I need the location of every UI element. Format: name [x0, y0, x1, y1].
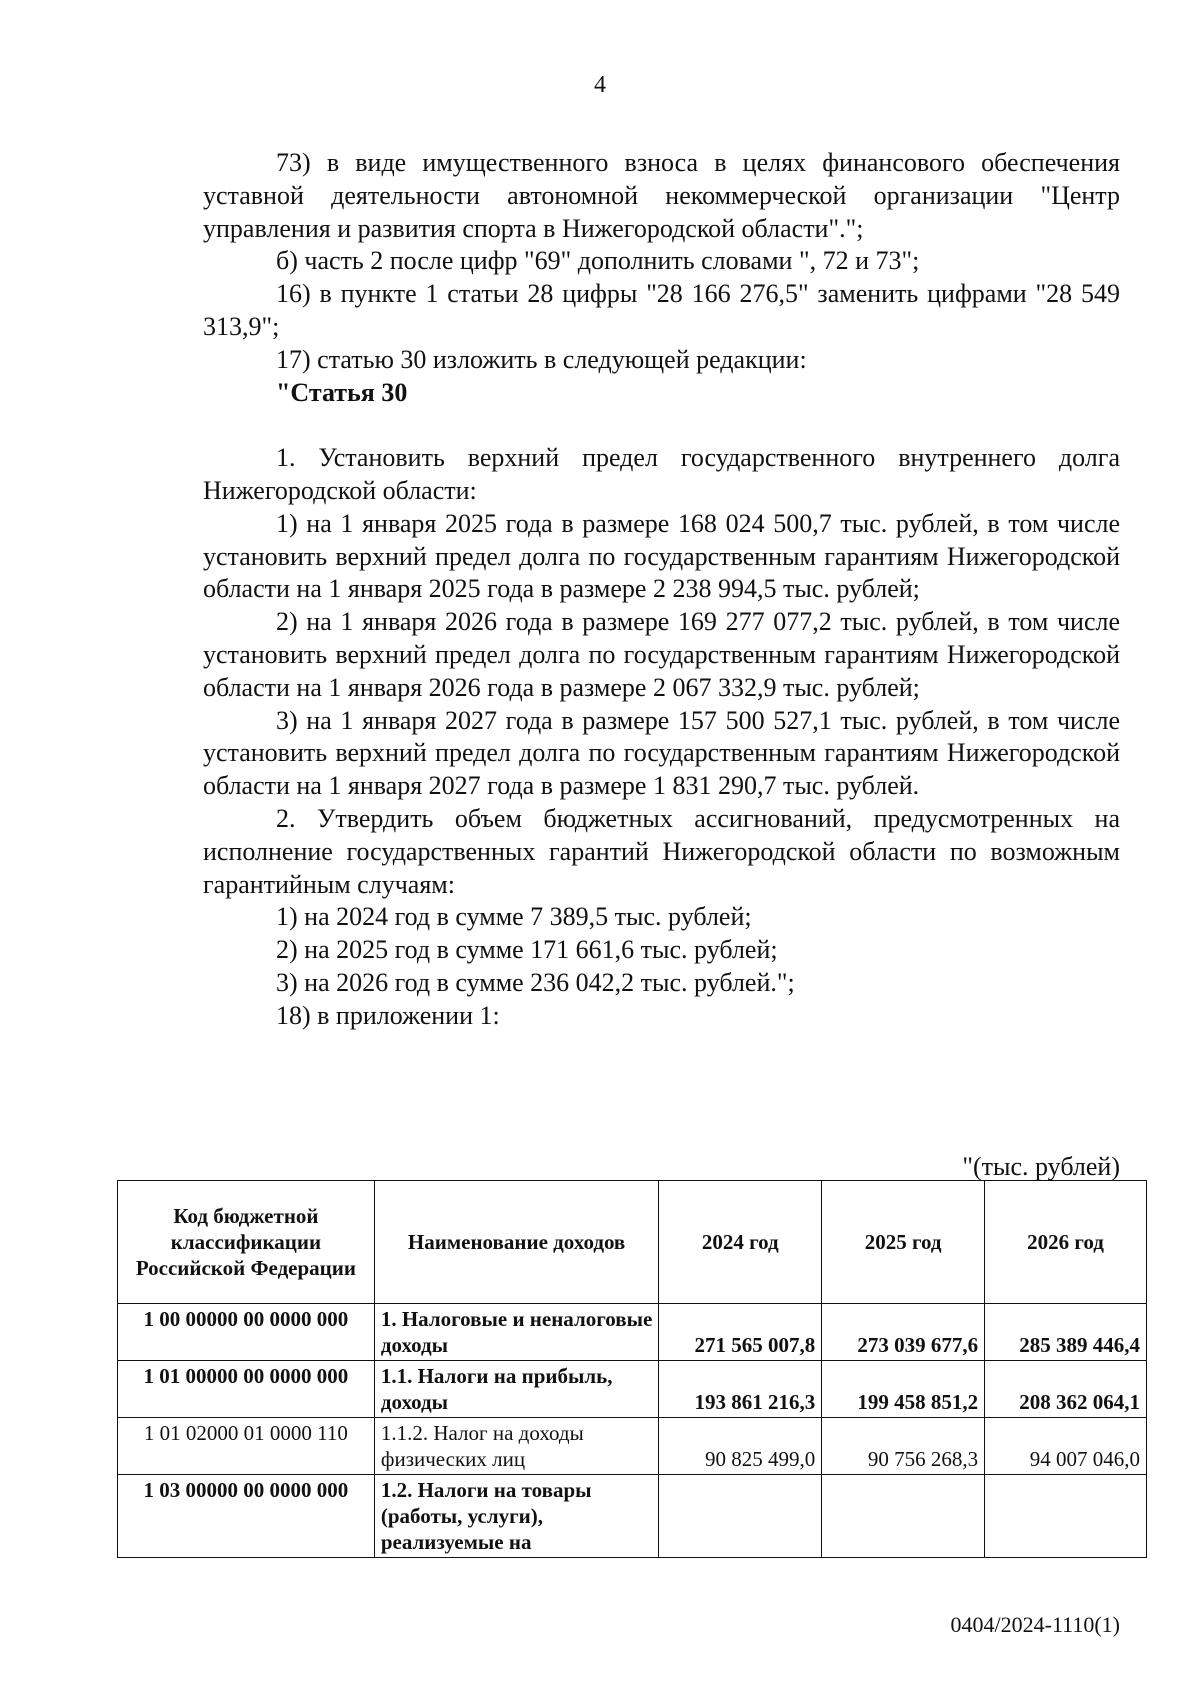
- row-value-2025: 273 039 677,6: [822, 1304, 985, 1361]
- row-name: 1. Налоговые и неналоговые доходы: [374, 1304, 658, 1361]
- paragraph: б) часть 2 после цифр "69" дополнить словами ", 72 и 73";: [276, 246, 920, 276]
- income-table: [117, 1180, 1147, 1558]
- paragraph: 2. Утвердить объем бюджетных ассигнований, предусмотренных на исполнение государственных гарантий Нижегородской области по возможным гарантийным случаям:: [203, 803, 1120, 899]
- paragraph: 18) в приложении 1:: [276, 1000, 500, 1030]
- header-2024: 2024 год: [659, 1181, 822, 1304]
- page-number: 4: [594, 72, 606, 98]
- table-row: [118, 1418, 1147, 1475]
- table-row: [118, 1304, 1147, 1361]
- paragraph: 16) в пункте 1 статьи 28 цифры "28 166 276,5" заменить цифрами "28 549 313,9";: [203, 279, 1120, 341]
- row-code: 1 00 00000 00 0000 000: [118, 1304, 375, 1361]
- header-2025: 2025 год: [822, 1181, 985, 1304]
- paragraph: 2) на 1 января 2026 года в размере 169 277 077,2 тыс. рублей, в том числе установить верхний предел долга по государственным гарантиям Нижегородской области на 1 января 2026 года в размере 2 067 332,9 тыс. рублей;: [203, 607, 1120, 702]
- row-value-2024: [659, 1475, 822, 1558]
- row-value-2026: 208 362 064,1: [985, 1361, 1147, 1418]
- table-row: [118, 1361, 1147, 1418]
- document-id: 0404/2024-1110(1): [950, 1612, 1120, 1637]
- row-value-2024: 271 565 007,8: [659, 1304, 822, 1361]
- document-body: [203, 147, 1120, 1033]
- table-header-row: [118, 1181, 1147, 1304]
- row-value-2026: 94 007 046,0: [985, 1418, 1147, 1475]
- units-label: "(тыс. рублей): [962, 1152, 1120, 1181]
- paragraph: 2) на 2025 год в сумме 171 661,6 тыс. рублей;: [276, 935, 778, 965]
- paragraph: 3) на 2026 год в сумме 236 042,2 тыс. рублей.";: [276, 967, 795, 997]
- row-code: 1 03 00000 00 0000 000: [118, 1475, 375, 1558]
- row-value-2025: 90 756 268,3: [822, 1418, 985, 1475]
- paragraph: 3) на 1 января 2027 года в размере 157 500 527,1 тыс. рублей, в том числе установить верхний предел долга по государственным гарантиям Нижегородской области на 1 января 2027 года в размере 1 831 290,7 тыс. рублей.: [203, 705, 1120, 801]
- row-name: 1.1. Налоги на прибыль, доходы: [374, 1361, 658, 1418]
- paragraph: 1) на 2024 год в сумме 7 389,5 тыс. рублей;: [276, 902, 752, 932]
- paragraph: 1) на 1 января 2025 года в размере 168 024 500,7 тыс. рублей, в том числе установить верхний предел долга по государственным гарантиям Нижегородской области на 1 января 2025 года в размере 2 238 994,5 тыс. рублей;: [203, 508, 1120, 604]
- paragraph: 1. Установить верхний предел государственного внутреннего долга Нижегородской области:: [203, 443, 1120, 505]
- row-code: 1 01 00000 00 0000 000: [118, 1361, 375, 1418]
- paragraph: 73) в виде имущественного взноса в целях финансового обеспечения уставной деятельности автономной некоммерческой организации "Центр управления и развития спорта в Нижегородской области".";: [203, 148, 1120, 243]
- article-title: "Статья 30: [276, 377, 408, 407]
- row-code: 1 01 02000 01 0000 110: [118, 1418, 375, 1475]
- row-value-2026: 285 389 446,4: [985, 1304, 1147, 1361]
- paragraph: 17) статью 30 изложить в следующей редакции:: [276, 344, 807, 374]
- header-2026: 2026 год: [985, 1181, 1147, 1304]
- row-value-2025: [822, 1475, 985, 1558]
- row-name: 1.2. Налоги на товары (работы, услуги), реализуемые на: [374, 1475, 658, 1558]
- row-name: 1.1.2. Налог на доходы физических лиц: [374, 1418, 658, 1475]
- header-name: Наименование доходов: [374, 1181, 658, 1304]
- row-value-2024: 90 825 499,0: [659, 1418, 822, 1475]
- header-code: Код бюджетной классификации Российской Федерации: [118, 1181, 375, 1304]
- table-row: [118, 1475, 1147, 1558]
- row-value-2026: [985, 1475, 1147, 1558]
- row-value-2025: 199 458 851,2: [822, 1361, 985, 1418]
- row-value-2024: 193 861 216,3: [659, 1361, 822, 1418]
